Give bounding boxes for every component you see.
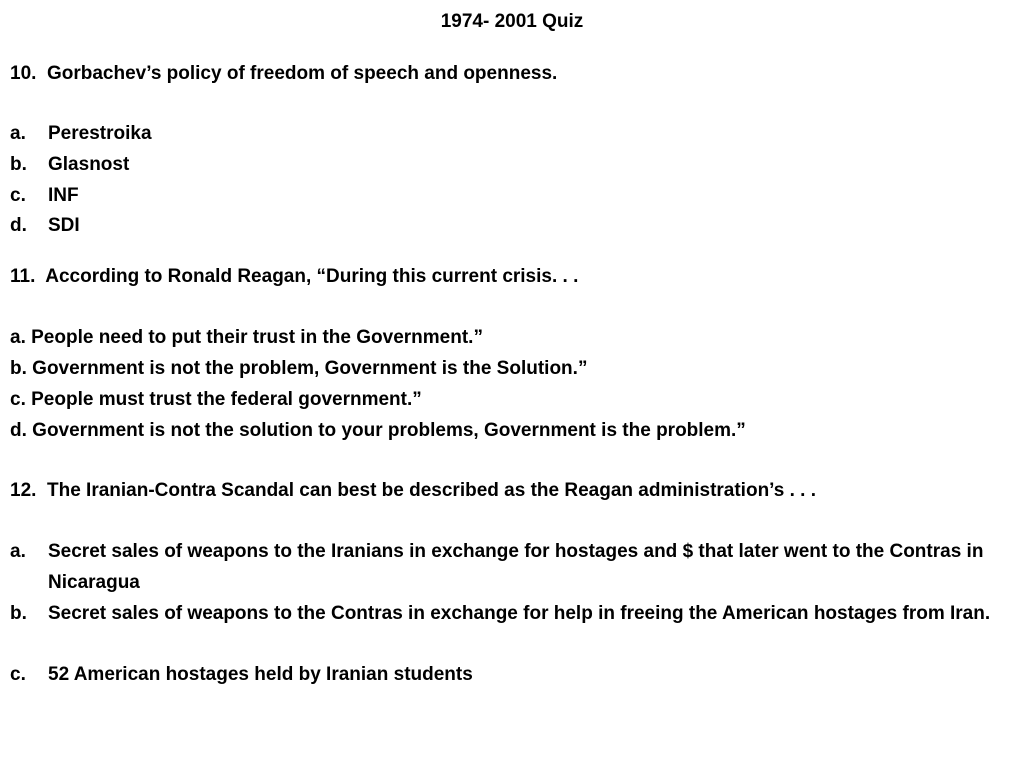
option-letter: d. bbox=[10, 215, 27, 236]
question-12-number: 12. bbox=[10, 480, 37, 501]
question-11 bbox=[10, 264, 578, 290]
question-11-number: 11. bbox=[10, 266, 36, 287]
question-12-option-b bbox=[10, 598, 1000, 629]
slide-title: 1974- 2001 Quiz bbox=[440, 11, 584, 32]
option-text: Secret sales of weapons to the Contras in exchange for help in freeing the American hostages from Iran. bbox=[48, 603, 991, 624]
question-11-option-c: c. People must trust the federal government.” bbox=[10, 389, 422, 410]
question-11-option-b: b. Government is not the problem, Government is the Solution.” bbox=[10, 358, 588, 379]
option-text: SDI bbox=[48, 215, 80, 236]
question-10-option-c bbox=[10, 183, 79, 209]
option-letter: b. bbox=[10, 603, 27, 624]
option-text: 52 American hostages held by Iranian students bbox=[48, 664, 473, 685]
option-text: INF bbox=[48, 185, 79, 206]
question-12-option-c bbox=[10, 659, 1000, 690]
option-text: Perestroika bbox=[48, 123, 152, 144]
question-10-number: 10. bbox=[10, 63, 37, 84]
option-letter: b. bbox=[10, 154, 27, 175]
question-12-text: The Iranian-Contra Scandal can best be described as the Reagan administration’s . . . bbox=[46, 480, 816, 501]
question-10-text: Gorbachev’s policy of freedom of speech and openness. bbox=[46, 63, 558, 84]
question-12 bbox=[10, 478, 816, 504]
question-10-option-d bbox=[10, 213, 80, 239]
option-letter: c. bbox=[10, 664, 26, 685]
question-10-option-b bbox=[10, 152, 129, 178]
option-letter: a. bbox=[10, 123, 26, 144]
question-11-option-d: d. Government is not the solution to your problems, Government is the problem.” bbox=[10, 420, 746, 441]
option-text: Glasnost bbox=[48, 154, 130, 175]
option-text: Secret sales of weapons to the Iranians in exchange for hostages and $ that later went to the Contras in Nicaragua bbox=[48, 541, 984, 593]
question-11-option-a: a. People need to put their trust in the Government.” bbox=[10, 327, 483, 348]
option-letter: a. bbox=[10, 541, 26, 562]
question-11-text: According to Ronald Reagan, “During this current crisis. . . bbox=[45, 266, 579, 287]
question-12-option-a bbox=[10, 536, 1000, 598]
question-10-option-a bbox=[10, 121, 152, 147]
option-letter: c. bbox=[10, 185, 26, 206]
question-10 bbox=[10, 61, 557, 87]
